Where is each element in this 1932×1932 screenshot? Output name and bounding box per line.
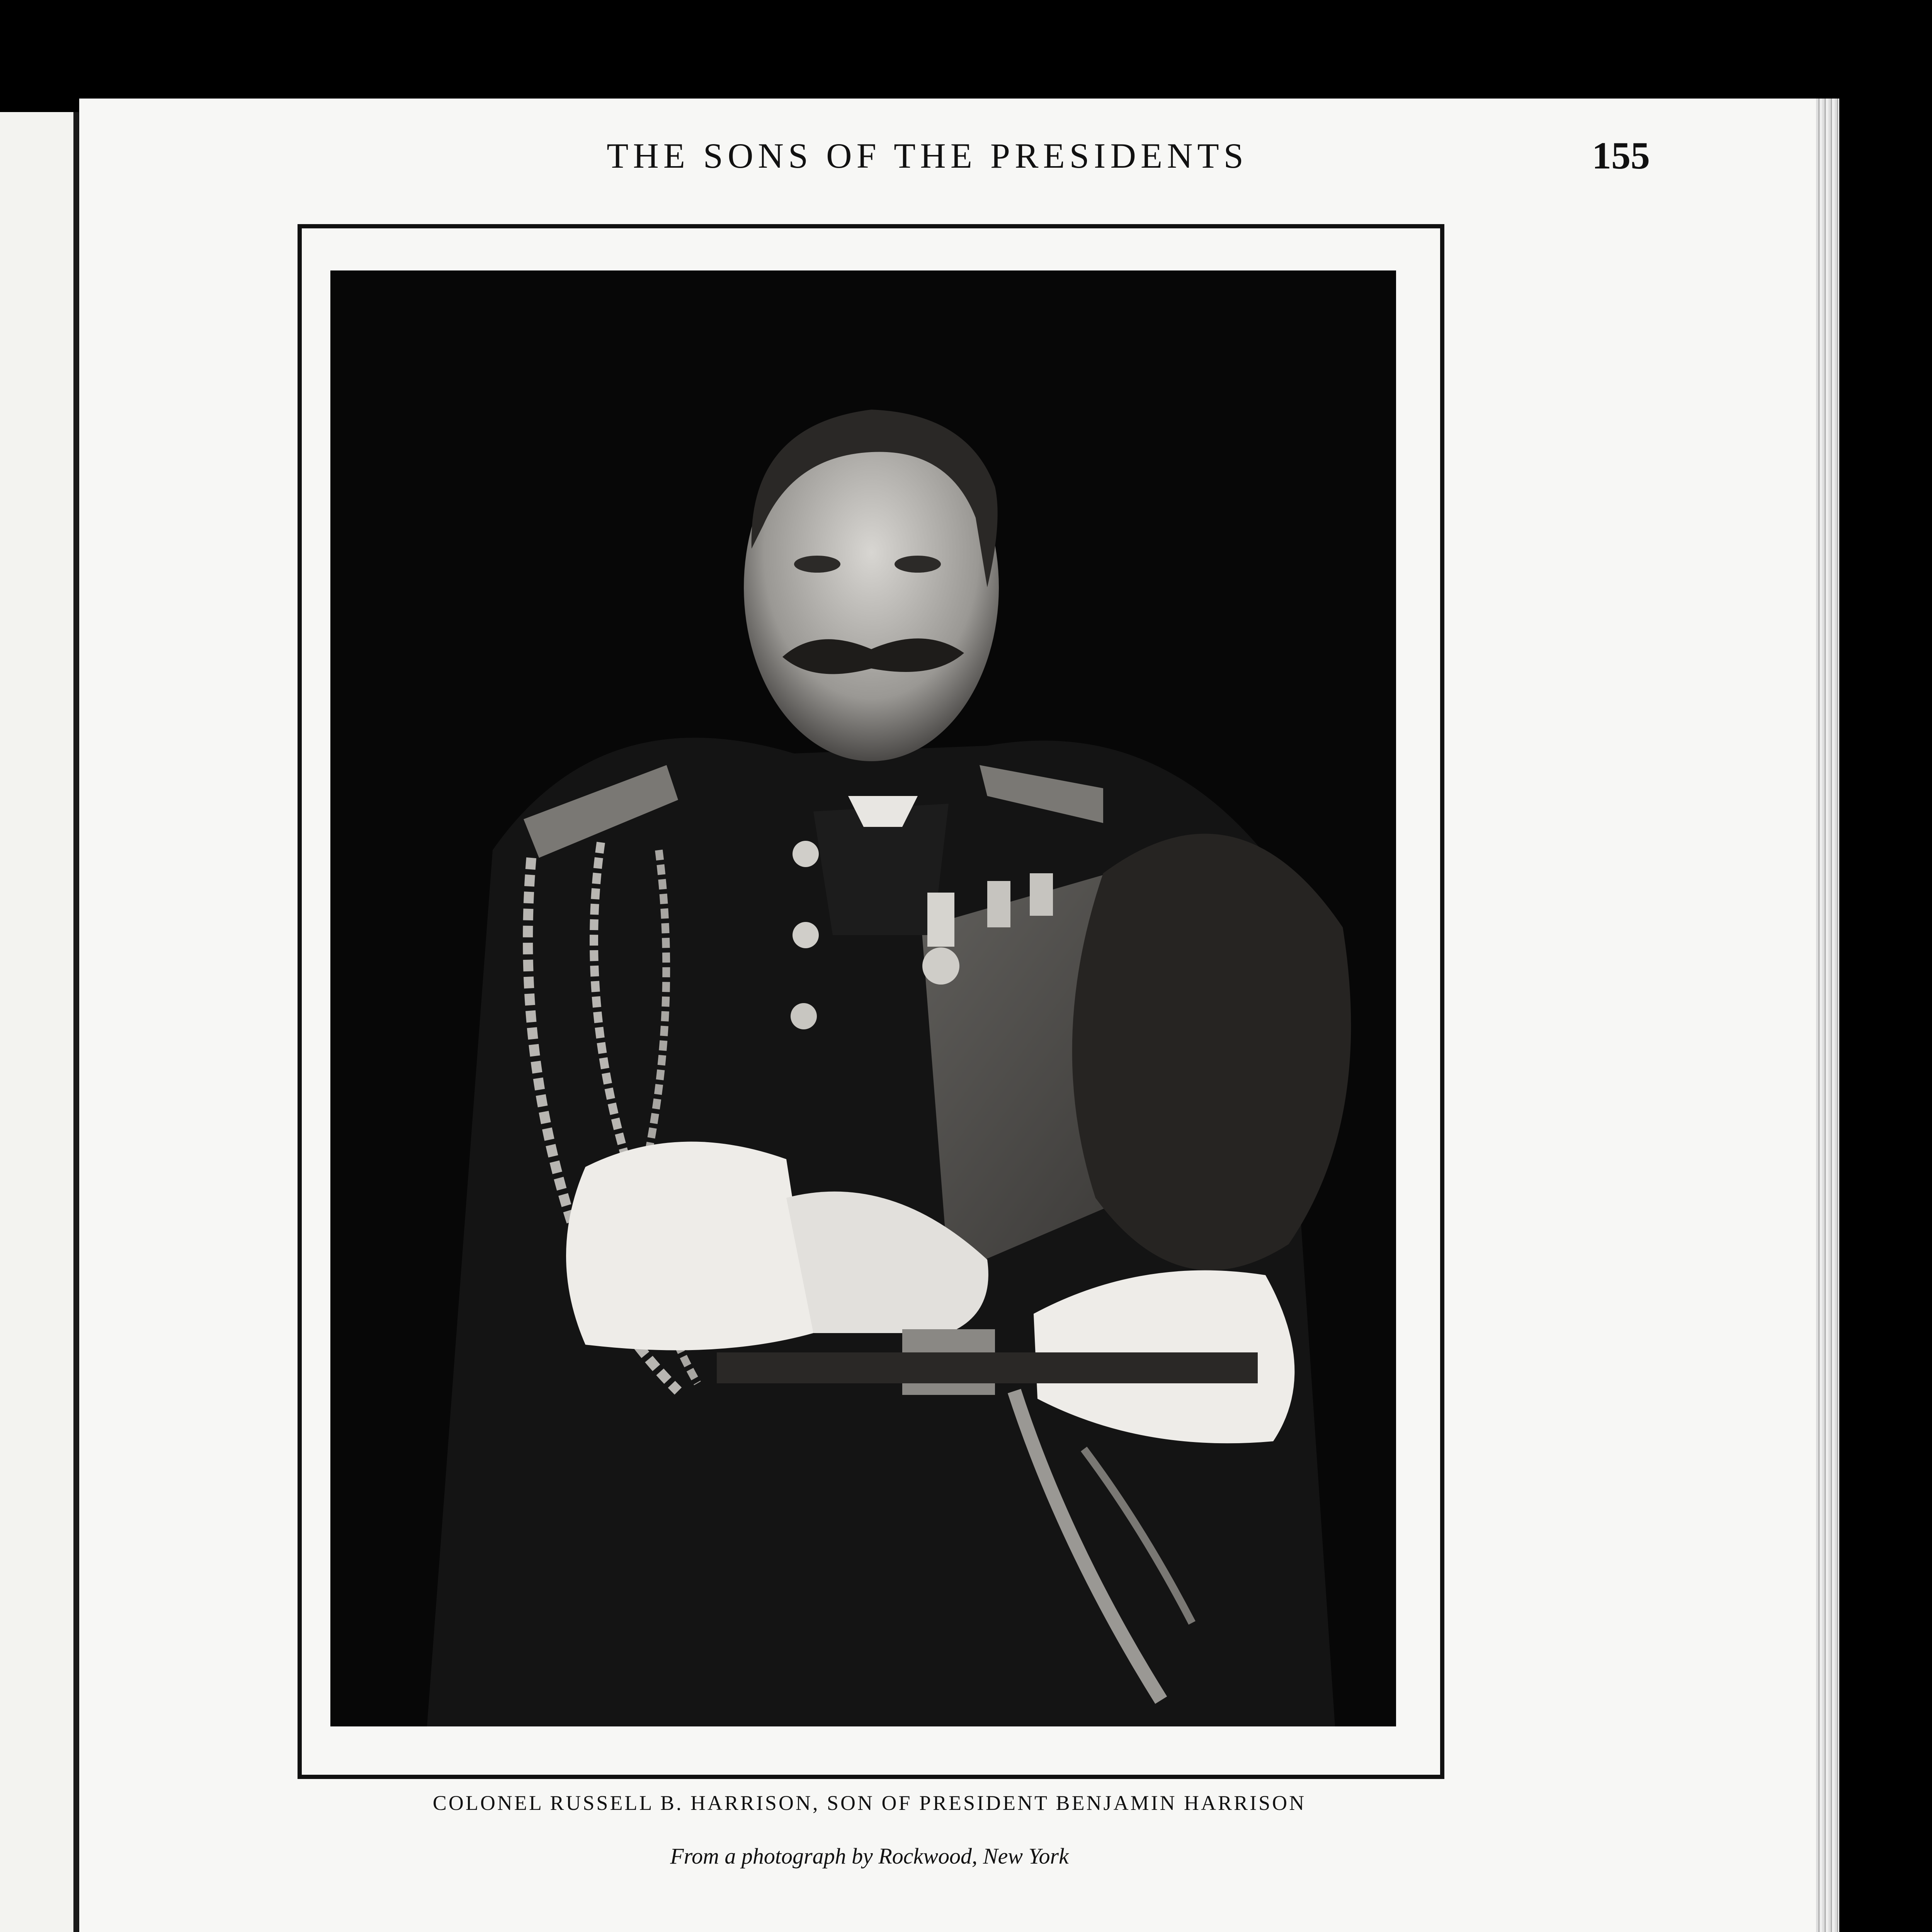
photo-credit: From a photograph by Rockwood, New York — [670, 1844, 1069, 1869]
page-number: 155 — [1592, 134, 1650, 177]
portrait-illustration — [330, 270, 1396, 1726]
page-stack-edge — [1816, 99, 1839, 1932]
facing-page-edge — [0, 112, 79, 1932]
portrait-photograph — [330, 270, 1396, 1726]
figure-caption: COLONEL RUSSELL B. HARRISON, SON OF PRESIDENT BENJAMIN HARRISON — [432, 1791, 1306, 1815]
running-head: THE SONS OF THE PRESIDENTS — [607, 136, 1248, 175]
